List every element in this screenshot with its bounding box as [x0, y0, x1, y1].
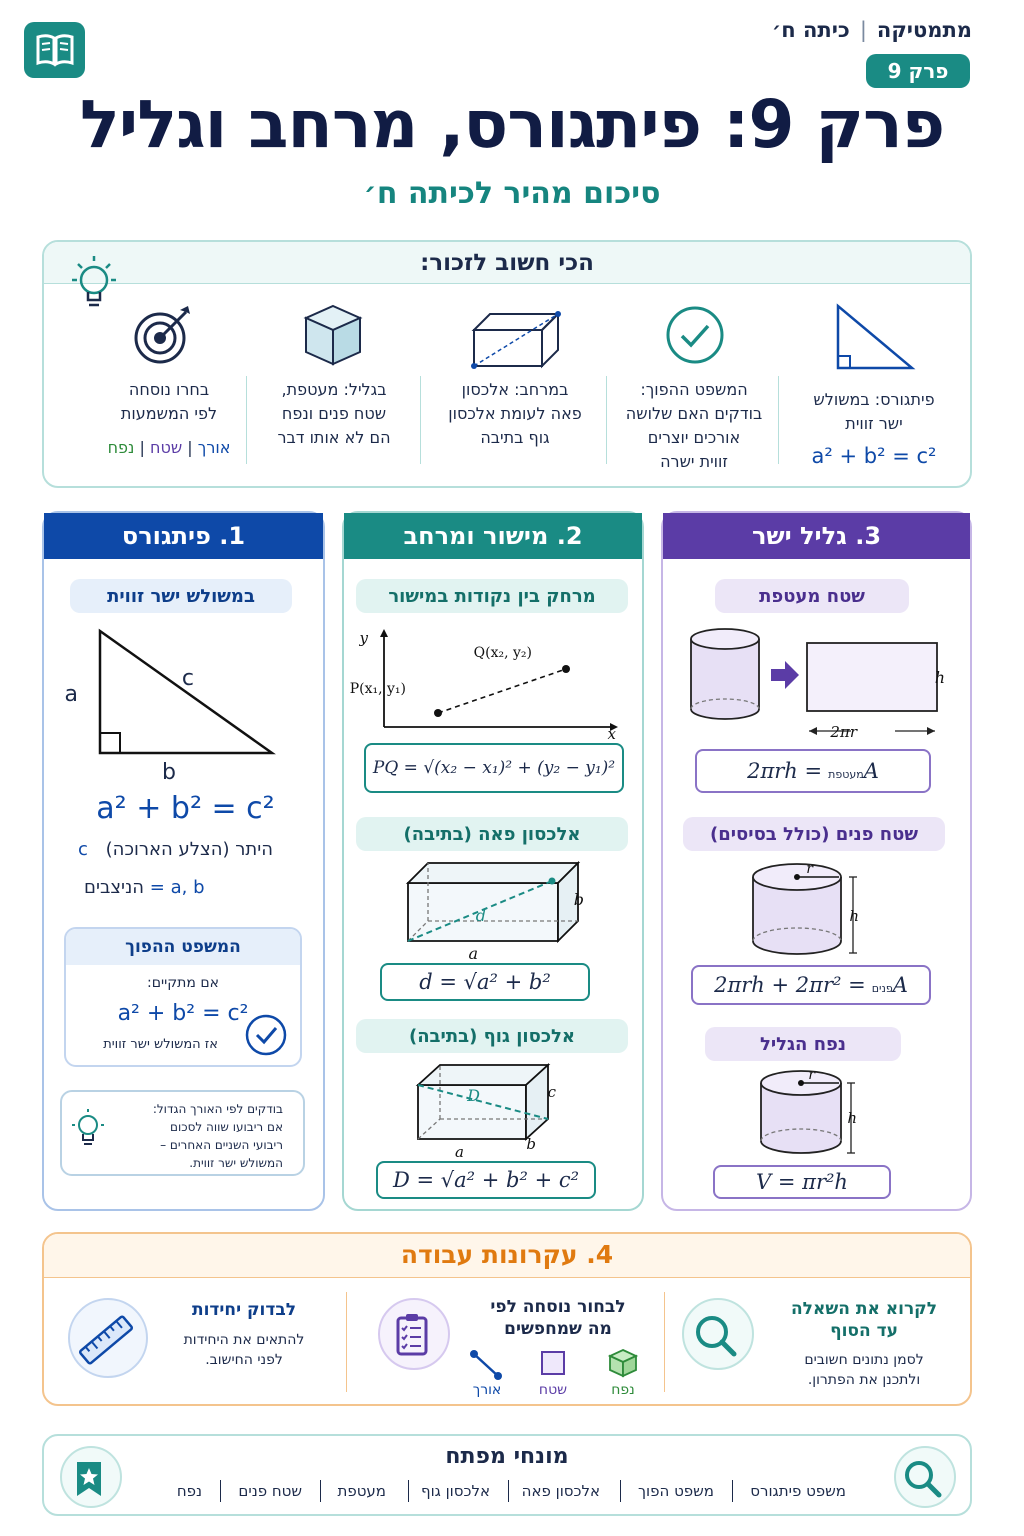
subject-label: מתמטיקה — [876, 18, 972, 42]
search-icon — [894, 1446, 956, 1508]
remember-item-text: פיתגורס: במשולש — [813, 390, 935, 409]
pythagoras-formula: a² + b² = c² — [96, 791, 275, 826]
remember-item-text: במרחב: אלכסון — [461, 380, 569, 399]
principle-title — [460, 1296, 656, 1340]
principle-text-line: לפני החישוב. — [205, 1352, 283, 1368]
tip-text — [153, 1100, 283, 1172]
formula-symbol: A — [892, 973, 908, 997]
axis-y-label: y — [359, 629, 368, 647]
target-icon — [132, 304, 196, 368]
legs-line — [84, 877, 205, 898]
grade-label: כיתה ח׳ — [771, 18, 850, 42]
principle-text — [154, 1330, 334, 1370]
check-circle-icon — [664, 304, 726, 366]
face-a-label: a — [468, 944, 478, 963]
lightbulb-icon — [68, 1106, 108, 1156]
remember-item-cylinder — [254, 292, 414, 482]
legs-var: a, b = — [149, 877, 205, 898]
remember-item-pythagoras — [784, 292, 964, 482]
volume-formula: V = πr²h — [713, 1165, 891, 1199]
remember-item-text: גוף בתיבה — [480, 428, 550, 447]
square-icon — [540, 1350, 566, 1376]
unroll-h-label: h — [934, 668, 945, 687]
distance-pill: מרחק בין נקודות במישור — [356, 579, 628, 613]
cylinder-surface-diagram — [743, 857, 883, 963]
axis-x-label: x — [607, 725, 616, 743]
key-term: אלכסון גוף — [420, 1482, 490, 1500]
breadcrumb: מתמטיקה|כיתה ח׳ — [771, 18, 972, 42]
principle-title — [766, 1298, 962, 1342]
remember-item-text: בגליל: מעטפת, — [281, 380, 387, 399]
lateral-area-pill: שטח מעטפת — [715, 579, 909, 613]
remember-item-tags: אורך | שטח | נפח — [107, 438, 231, 457]
converse-if: אם מתקיים: — [146, 975, 219, 991]
remember-item-text: שטח פנים ונפח — [281, 404, 387, 423]
principle-text-line: ולתכנן את הפתרון. — [807, 1372, 921, 1388]
cube-icon — [300, 302, 366, 368]
tag-volume: נפח — [107, 438, 135, 457]
remember-title: הכי חשוב לזכור: — [420, 250, 594, 276]
principle-choose — [354, 1288, 660, 1404]
tag-area: שטח — [538, 1382, 568, 1398]
remember-item-text: אורכים יוצרים — [647, 428, 741, 447]
cube-icon — [608, 1348, 638, 1378]
key-term: משפט פיתגורס — [750, 1482, 846, 1500]
page-subtitle: סיכום מהיר לכיתה ח׳ — [363, 176, 661, 211]
face-diagonal-box-diagram — [388, 853, 608, 963]
right-triangle-diagram — [64, 621, 314, 791]
tip-line: ריבועי השניים האחרים – — [160, 1138, 283, 1152]
face-d-label: d — [475, 906, 486, 925]
check-circle-icon — [244, 1013, 288, 1057]
legs-text: הניצבים — [84, 877, 145, 898]
principle-title-line: מה שמחפשים — [504, 1319, 612, 1339]
page-title: פרק 9: פיתגורס, מרחב וגליל — [79, 86, 945, 163]
r-label: r — [806, 861, 813, 877]
remember-item-text: פאה לעומת אלכסון — [448, 404, 582, 423]
formula-symbol: A — [863, 759, 879, 783]
chapter-badge: פרק 9 — [866, 54, 970, 88]
face-diagonal-pill: אלכסון פאה (בתיבה) — [356, 817, 628, 851]
tip-line: אם ריבועו שווה לסכום — [170, 1120, 283, 1134]
book-logo-icon — [24, 22, 85, 78]
key-terms-title: מונחי מפתח — [445, 1444, 569, 1469]
body-a-label: a — [455, 1143, 464, 1161]
principle-title-line: לבחור נוסחה לפי — [490, 1297, 626, 1317]
plane-space-panel — [342, 511, 644, 1211]
remember-item-text: ישר זווית — [845, 414, 903, 433]
cylinder-volume-diagram — [753, 1065, 873, 1161]
box-diagonal-icon — [468, 308, 564, 370]
r-label: r — [808, 1067, 815, 1083]
remember-item-text: המשפט ההפוך: — [640, 380, 748, 399]
principle-title: לבדוק יחידות — [191, 1300, 297, 1320]
surface-area-formula — [691, 965, 931, 1005]
tag-length: אורך — [472, 1382, 502, 1398]
hypotenuse-var: c — [78, 839, 88, 860]
tip-box — [60, 1090, 305, 1176]
formula-rhs: = 2πrh — [747, 759, 823, 783]
right-triangle-icon — [834, 302, 918, 374]
principles-title: 4. עקרונות עבודה — [400, 1240, 614, 1269]
remember-item-text: הם לא אותו דבר — [277, 428, 391, 447]
unroll-w-label: 2πr — [830, 723, 857, 741]
face-diagonal-formula: d = √a² + b² — [380, 963, 590, 1001]
ruler-icon — [68, 1298, 148, 1378]
lateral-area-formula — [695, 749, 931, 793]
key-term: שטח פנים — [238, 1482, 302, 1500]
distance-formula: PQ = √(x₂ − x₁)² + (y₂ − y₁)² — [364, 743, 624, 793]
body-diagonal-pill: אלכסון גוף (בתיבה) — [356, 1019, 628, 1053]
principle-text — [766, 1350, 962, 1390]
side-c-label: c — [181, 666, 194, 691]
side-a-label: a — [64, 682, 78, 707]
tag-area: שטח — [150, 438, 183, 457]
converse-title: המשפט ההפוך — [125, 937, 241, 957]
face-b-label: b — [573, 890, 584, 909]
remember-item-text: לפי המשמעות — [120, 404, 218, 423]
cylinder-panel — [661, 511, 972, 1211]
pythagoras-pill: במשולש ישר זווית — [70, 579, 292, 613]
converse-then: אז המשולש ישר זווית — [103, 1037, 218, 1052]
formula-subscript: מעטפת — [828, 768, 864, 781]
magnifier-icon — [682, 1298, 754, 1370]
h-label: h — [847, 1109, 857, 1127]
volume-pill: נפח הגליל — [705, 1027, 901, 1061]
point-p-label: P(x₁, y₁) — [349, 681, 406, 697]
cylinder-unroll-diagram — [679, 625, 969, 745]
remember-item-text: בודקים האם שלושה — [625, 404, 763, 423]
formula-subscript: פנים — [871, 982, 893, 995]
converse-formula: a² + b² = c² — [117, 1001, 249, 1026]
h-label: h — [849, 907, 859, 925]
remember-item-text: בחרו נוסחה — [128, 380, 210, 399]
remember-item-text: זווית ישרה — [660, 452, 728, 471]
formula-rhs: = 2πrh + 2πr² — [714, 973, 866, 997]
principle-units — [54, 1288, 344, 1398]
key-term: מעטפת — [337, 1482, 386, 1500]
body-diagonal-box-diagram — [400, 1057, 600, 1161]
principle-title-line: לקרוא את השאלה — [791, 1299, 937, 1319]
principles-section — [42, 1232, 972, 1406]
hypotenuse-line — [78, 839, 273, 860]
body-D-label: D — [467, 1086, 480, 1105]
body-b-label: b — [526, 1135, 536, 1153]
bookmark-star-icon — [60, 1446, 122, 1508]
segment-icon — [468, 1348, 504, 1382]
tip-line: בודקים לפי האורך הגדול: — [152, 1102, 283, 1116]
principle-read — [670, 1288, 970, 1398]
principle-text-line: לסמן נתונים חשובים — [804, 1352, 924, 1368]
point-q-label: Q(x₂, y₂) — [473, 645, 532, 661]
side-b-label: b — [162, 760, 176, 785]
key-term: אלכסון פאה — [521, 1482, 600, 1500]
clipboard-icon — [378, 1298, 450, 1370]
cylinder-title: 3. גליל ישר — [663, 513, 970, 559]
remember-item-choose — [94, 292, 244, 482]
tag-volume: נפח — [611, 1382, 635, 1398]
coordinate-plane-diagram — [349, 623, 636, 743]
body-c-label: c — [547, 1083, 556, 1101]
remember-item-space — [430, 292, 600, 482]
pythagoras-title: 1. פיתגורס — [44, 513, 323, 559]
remember-item-formula: a² + b² = c² — [811, 444, 937, 468]
principle-text-line: להתאים את היחידות — [183, 1332, 305, 1348]
tip-line: המשולש ישר זווית. — [189, 1156, 283, 1170]
converse-box — [64, 927, 302, 1067]
hypotenuse-text: היתר (הצלע הארוכה) — [105, 839, 273, 860]
key-term: נפח — [176, 1482, 202, 1500]
body-diagonal-formula: D = √a² + b² + c² — [376, 1161, 596, 1199]
remember-item-converse — [614, 292, 774, 482]
key-term: משפט הפוך — [638, 1482, 714, 1500]
plane-space-title: 2. מישור ומרחב — [344, 513, 642, 559]
principle-title-line: עד הסוף — [830, 1321, 898, 1341]
remember-section — [42, 240, 972, 488]
surface-area-pill: שטח פנים (כולל בסיסים) — [683, 817, 945, 851]
tag-length: אורך — [197, 438, 231, 457]
key-terms-section — [42, 1434, 972, 1516]
pythagoras-panel — [42, 511, 325, 1211]
